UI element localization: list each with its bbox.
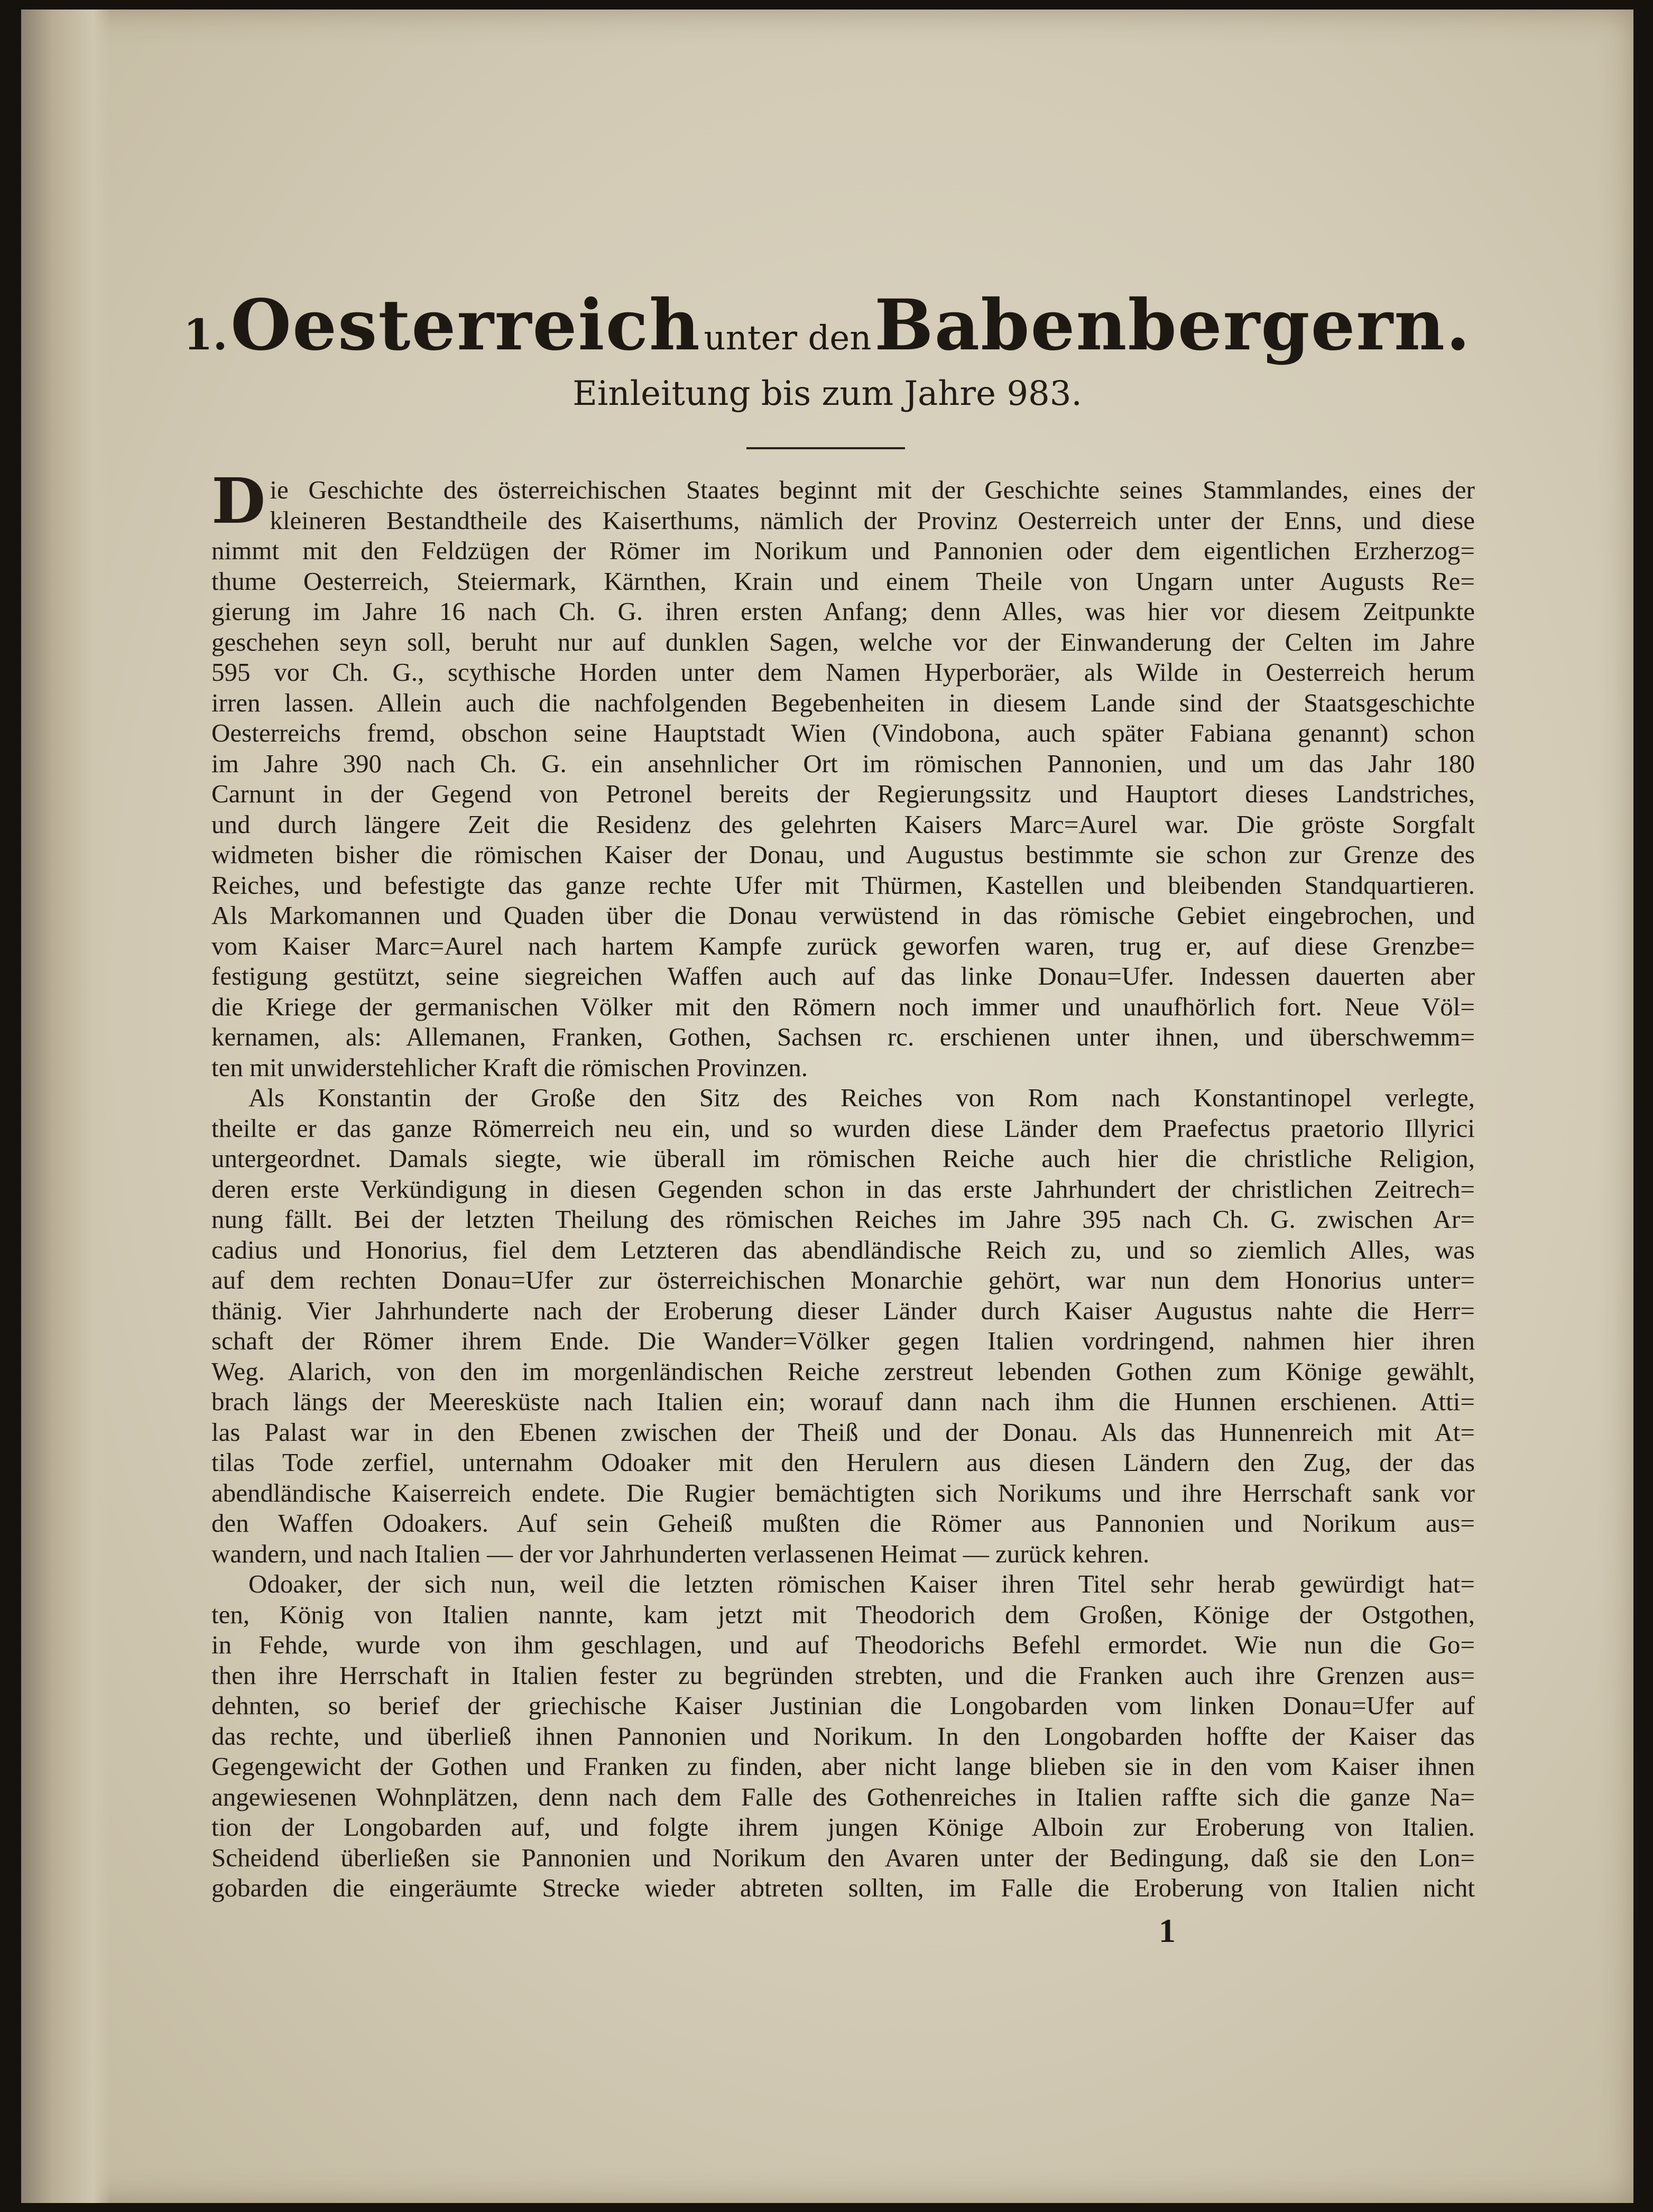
text-line: ten, König von Italien nannte, kam jetzt mit Theodorich dem Großen, Könige der Ostgothen, [211, 1599, 1475, 1629]
text-line: thänig. Vier Jahrhunderte nach der Eroberung dieser Länder durch Kaiser Augustus nahte die Herr= [211, 1295, 1475, 1325]
text-line: irren lassen. Allein auch die nachfolgenden Begebenheiten in diesem Lande sind der Staatsgeschichte [211, 688, 1475, 717]
text-line: schaft der Römer ihrem Ende. Die Wander=Völker gegen Italien vordringend, nahmen hier ihren [211, 1326, 1475, 1355]
text-line: 595 vor Ch. G., scythische Horden unter dem Namen Hyperboräer, als Wilde in Oesterreich herum [211, 658, 1475, 687]
text-line: auf dem rechten Donau=Ufer zur österreichischen Monarchie gehört, war nun dem Honorius unter= [211, 1265, 1475, 1294]
title-word-oesterreich: Oesterreich [230, 284, 701, 366]
text-line: festigung gestützt, seine siegreichen Waffen auch auf das linke Donau=Ufer. Indessen dauerten aber [211, 961, 1475, 991]
body-text [211, 464, 1475, 1903]
text-line: cadius und Honorius, fiel dem Letzteren das abendländische Reich zu, und so ziemlich Alles, was [211, 1235, 1475, 1264]
text-line: und durch längere Zeit die Residenz des gelehrten Kaisers Marc=Aurel war. Die gröste Sorgfalt [211, 809, 1475, 839]
text-line: theilte er das ganze Römerreich neu ein, und so wurden diese Länder dem Praefectus praetorio Illyrici [211, 1113, 1475, 1143]
text-line: Odoaker, der sich nun, weil die letzten römischen Kaiser ihren Titel sehr herab gewürdigt hat= [248, 1569, 1475, 1598]
text-line: Weg. Alarich, von den im morgenländischen Reiche zerstreut lebenden Gothen zum Könige gewählt, [211, 1356, 1475, 1386]
text-line: die Kriege der germanischen Völker mit den Römern noch immer und unaufhörlich fort. Neue Völ= [211, 992, 1475, 1021]
text-line: las Palast war in den Ebenen zwischen der Theiß und der Donau. Als das Hunnenreich mit At= [211, 1417, 1475, 1447]
text-line: ten mit unwiderstehlicher Kraft die römischen Provinzen. [211, 1052, 808, 1082]
chapter-subtitle: Einleitung bis zum Jahre 983. [572, 374, 1082, 413]
title-word-babenbergern: Babenbergern. [874, 284, 1471, 366]
text-line: tilas Tode zerfiel, unternahm Odoaker mit den Herulern aus diesen Ländern den Zug, der das [211, 1448, 1475, 1477]
text-line: untergeordnet. Damals siegte, wie überall im römischen Reiche auch hier die christliche Religion, [211, 1144, 1475, 1173]
text-line: widmeten bisher die römischen Kaiser der Donau, und Augustus bestimmte sie schon zur Grenze des [211, 840, 1475, 869]
title-connector: unter den [704, 319, 872, 358]
drop-cap: D [211, 464, 266, 538]
chapter-number: 1. [183, 310, 228, 359]
text-line: ie Geschichte des österreichischen Staates beginnt mit der Geschichte seines Stammlandes, eines der [270, 475, 1475, 504]
text-line: angewiesenen Wohnplätzen, denn nach dem Falle des Gothenreiches in Italien raffte sich die ganze Na= [211, 1782, 1475, 1811]
text-line: kleineren Bestandtheile des Kaiserthums, nämlich der Provinz Oesterreich unter der Enns, und diese [270, 505, 1475, 535]
text-line: Gegengewicht der Gothen und Franken zu finden, aber nicht lange blieben sie in den vom Kaiser ihnen [211, 1752, 1475, 1781]
text-line: Carnunt in der Gegend von Petronel bereits der Regierungssitz und Hauptort dieses Landstriches, [211, 779, 1475, 808]
text-line: kernamen, als: Allemanen, Franken, Gothen, Sachsen rc. erschienen unter ihnen, und überschwemm= [211, 1022, 1475, 1051]
text-line: Scheidend überließen sie Pannonien und Norikum den Avaren unter der Bedingung, daß sie den Lon= [211, 1843, 1475, 1872]
text-line: im Jahre 390 nach Ch. G. ein ansehnlicher Ort im römischen Pannonien, und um das Jahr 180 [211, 748, 1475, 778]
text-line: wandern, und nach Italien — der vor Jahrhunderten verlassenen Heimat — zurück kehren. [211, 1539, 1150, 1568]
text-line: Reiches, und befestigte das ganze rechte Ufer mit Thürmen, Kastellen und bleibenden Standquartieren. [211, 870, 1475, 900]
text-line: geschehen seyn soll, beruht nur auf dunklen Sagen, welche vor der Einwanderung der Celten im Jahre [211, 627, 1475, 656]
chapter-title [21, 284, 1633, 366]
text-line: das rechte, und überließ ihnen Pannonien und Norikum. In den Longobarden hoffte der Kaiser das [211, 1721, 1475, 1751]
text-line: vom Kaiser Marc=Aurel nach hartem Kampfe zurück geworfen waren, trug er, auf diese Grenzbe= [211, 931, 1475, 960]
text-line: brach längs der Meeresküste nach Italien ein; worauf dann nach ihm die Hunnen erschienen. Atti= [211, 1387, 1475, 1416]
title-divider-rule [746, 447, 905, 449]
text-line: dehnten, so berief der griechische Kaiser Justinian die Longobarden vom linken Donau=Ufer auf [211, 1691, 1475, 1720]
text-line: den Waffen Odoakers. Auf sein Geheiß mußten die Römer aus Pannonien und Norikum aus= [211, 1508, 1475, 1538]
text-line: nung fällt. Bei der letzten Theilung des römischen Reiches im Jahre 395 nach Ch. G. zwischen Ar= [211, 1205, 1475, 1234]
text-line: Als Konstantin der Große den Sitz des Reiches von Rom nach Konstantinopel verlegte, [248, 1083, 1475, 1112]
text-line: gierung im Jahre 16 nach Ch. G. ihren ersten Anfang; denn Alles, was hier vor diesem Zeitpunkte [211, 597, 1475, 626]
text-line: in Fehde, wurde von ihm geschlagen, und auf Theodorichs Befehl ermordet. Wie nun die Go= [211, 1630, 1475, 1659]
text-line: gobarden die eingeräumte Strecke wieder abtreten sollten, im Falle die Eroberung von Italien nicht [211, 1873, 1475, 1902]
text-line: thume Oesterreich, Steiermark, Kärnthen, Krain und einem Theile von Ungarn unter Augusts Re= [211, 566, 1475, 596]
text-line: deren erste Verkündigung in diesen Gegenden schon in das erste Jahrhundert der christlichen Zeitrech= [211, 1174, 1475, 1204]
text-line: Oesterreichs fremd, obschon seine Hauptstadt Wien (Vindobona, auch später Fabiana genannt) schon [211, 718, 1475, 747]
page-number: 1 [1159, 1912, 1176, 1949]
text-line: abendländische Kaiserreich endete. Die Rugier bemächtigten sich Norikums und ihre Herrschaft sank vor [211, 1478, 1475, 1507]
book-page [21, 10, 1633, 2203]
text-line: nimmt mit den Feldzügen der Römer im Norikum und Pannonien oder dem eigentlichen Erzherzog= [211, 536, 1475, 565]
text-line: Als Markomannen und Quaden über die Donau verwüstend in das römische Gebiet eingebrochen, und [211, 901, 1475, 930]
text-line: then ihre Herrschaft in Italien fester zu begründen strebten, und die Franken auch ihre Grenzen aus= [211, 1660, 1475, 1690]
text-line: tion der Longobarden auf, und folgte ihrem jungen Könige Alboin zur Eroberung von Italien. [211, 1812, 1475, 1841]
